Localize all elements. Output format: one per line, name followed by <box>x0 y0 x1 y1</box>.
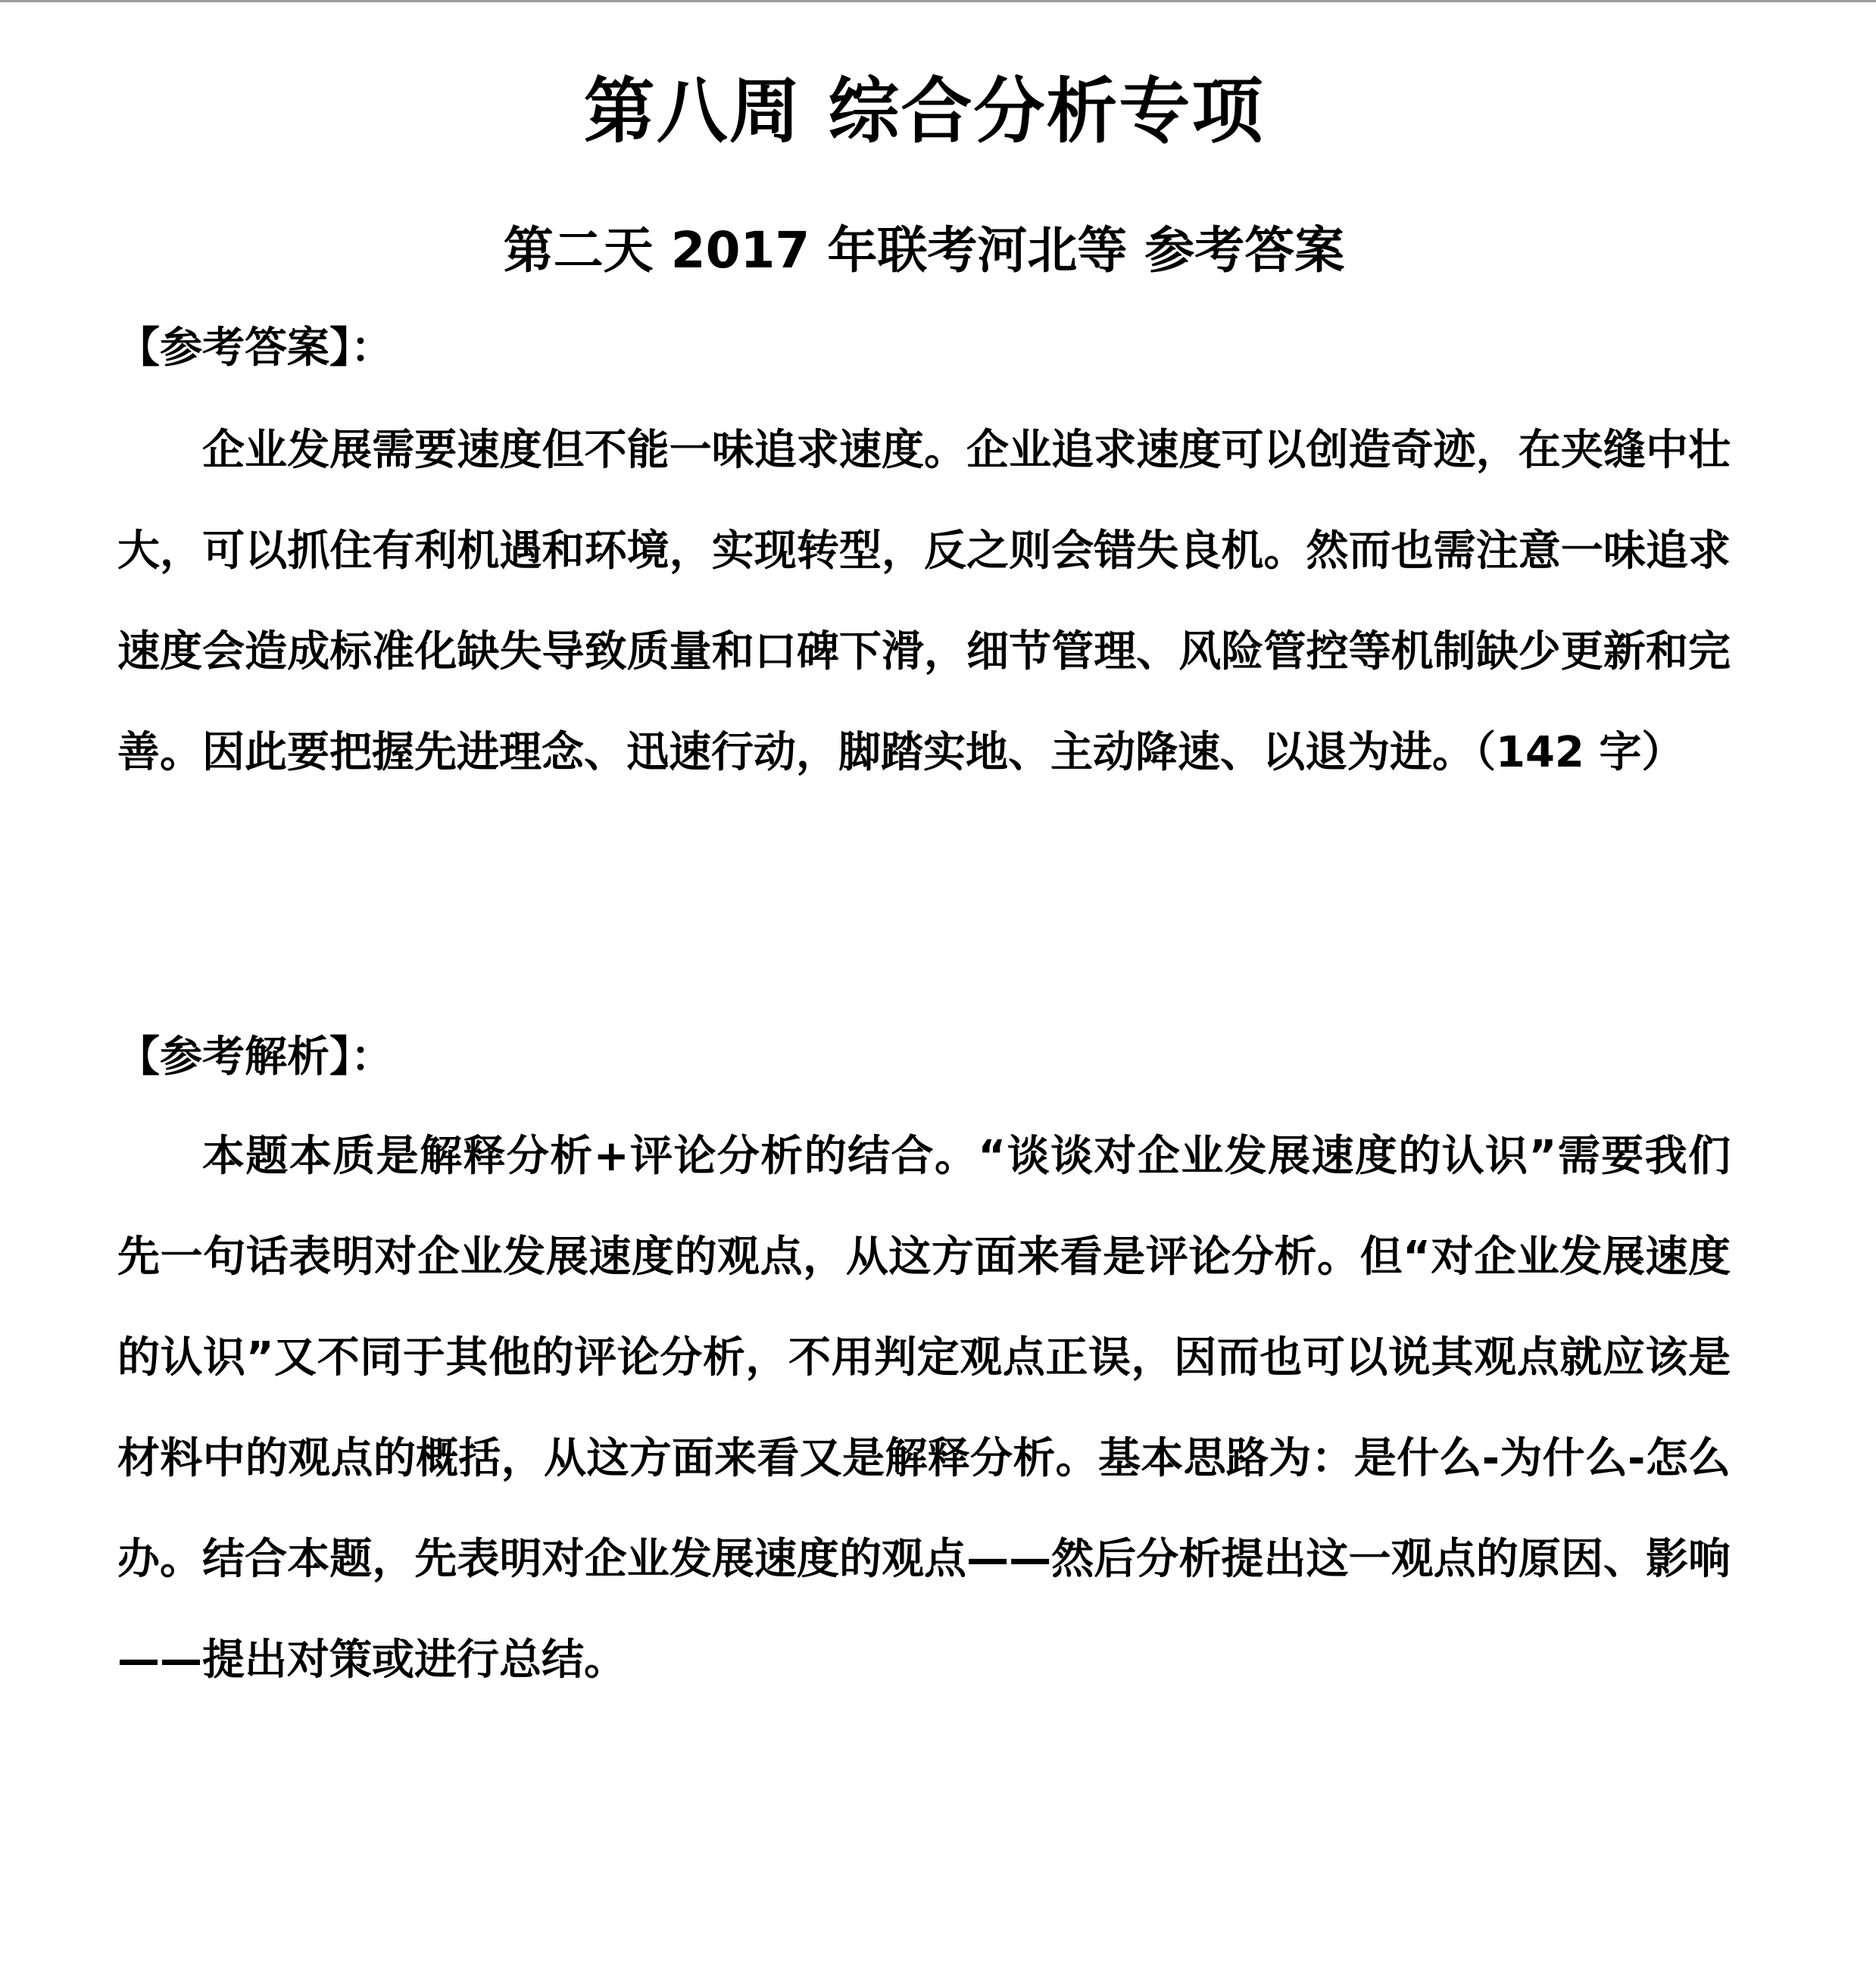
top-divider <box>0 0 1876 2</box>
page-subtitle: 第二天 2017 年联考河北等 参考答案 <box>503 221 1345 280</box>
answer-section-label: 【参考答案】： <box>117 323 393 373</box>
answer-paragraph: 企业发展需要速度但不能一味追求速度。企业追求速度可以创造奇迹，在夹缝中壮大，可以抓住有利机遇和环境，实现转型，反之则会错失良机。然而也需注意一味追求速度会造成标准化缺失导致质量和口碑下滑，细节管理、风险管控等机制缺少更新和完善。因此要把握先进理念、迅速行动，脚踏实地、主动降速、以退为进。（142 字） <box>117 426 1731 777</box>
analysis-paragraph: 本题本质是解释分析+评论分析的结合。“谈谈对企业发展速度的认识”需要我们先一句话表明对企业发展速度的观点，从这方面来看是评论分析。但“对企业发展速度的认识”又不同于其他的评论分析，不用判定观点正误，因而也可以说其观点就应该是材料中的观点的概括，从这方面来看又是解释分析。基本思路为：是什么-为什么-怎么办。结合本题，先表明对企业发展速度的观点——然后分析提出这一观点的原因、影响——提出对策或进行总结。 <box>117 1132 1731 1685</box>
analysis-section-label: 【参考解析】： <box>117 1032 393 1082</box>
page-title: 第八周 综合分析专项 <box>583 70 1265 153</box>
